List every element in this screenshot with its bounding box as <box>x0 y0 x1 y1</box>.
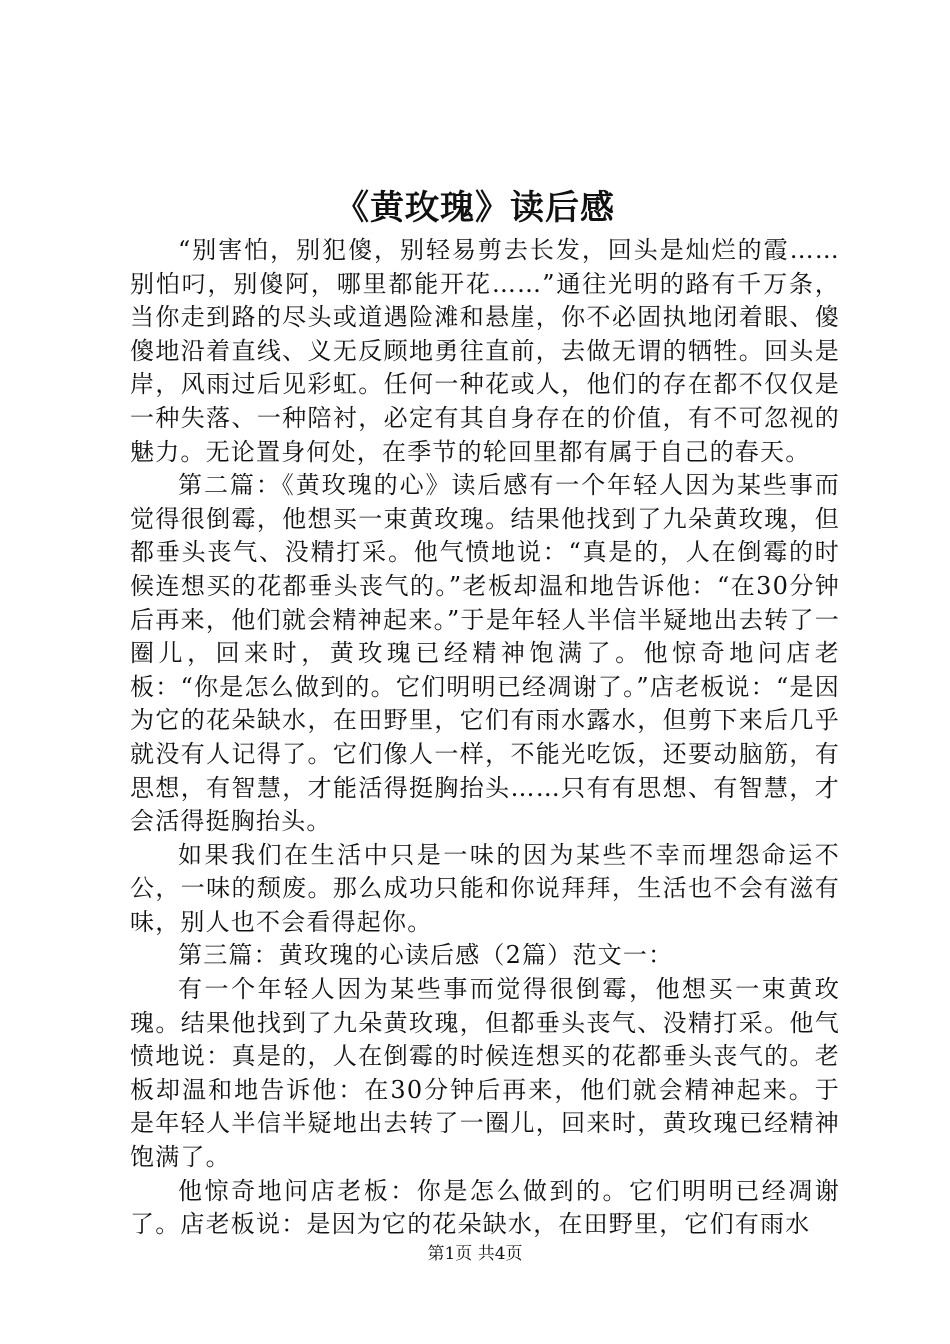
paragraph-5: 有一个年轻人因为某些事而觉得很倒霉，他想买一束黄玫瑰。结果他找到了九朵黄玫瑰，但都垂头丧气、没精打采。他气愤地说：真是的，人在倒霉的时候连想买的花都垂头丧气的。老板却温和地告诉他：在30分钟后再来，他们就会精神起来。于是年轻人半信半疑地出去转了一圈儿，回来时，黄玫瑰已经精神饱满了。 <box>130 975 840 1172</box>
paragraph-4-heading: 第三篇：黄玫瑰的心读后感（2篇）范文一： <box>178 941 674 970</box>
paragraph-2: 第二篇：《黄玫瑰的心》读后感有一个年轻人因为某些事而觉得很倒霉，他想买一束黄玫瑰。结果他找到了九朵黄玫瑰，但都垂头丧气、没精打采。他气愤地说：“真是的，人在倒霉的时候连想买的花都垂头丧气的。”老板却温和地告诉他：“在30分钟后再来，他们就会精神起来。”于是年轻人半信半疑地出去转了一圈儿，回来时，黄玫瑰已经精神饱满了。他惊奇地问店老板：“你是怎么做到的。它们明明已经凋谢了。”店老板说：“是因为它的花朵缺水，在田野里，它们有雨水露水，但剪下来后几乎就没有人记得了。它们像人一样，不能光吃饭，还要动脑筋，有思想，有智慧，才能活得挺胸抬头……只有有思想、有智慧，才会活得挺胸抬头。 <box>130 471 840 836</box>
paragraph-1: “别害怕，别犯傻，别轻易剪去长发，回头是灿烂的霞……别怕叼，别傻阿，哪里都能开花……”通往光明的路有千万条，当你走到路的尽头或道遇险滩和悬崖，你不必固执地闭着眼、傻傻地沿着直线、义无反顾地勇往直前，去做无谓的牺牲。回头是岸，风雨过后见彩虹。任何一种花或人，他们的存在都不仅仅是一种失落、一种陪衬，必定有其自身存在的价值，有不可忽视的魅力。无论置身何处，在季节的轮回里都有属于自己的春天。 <box>130 236 840 466</box>
document-title: 《黄玫瑰》读后感 <box>335 188 615 228</box>
document-body <box>130 234 840 1242</box>
page-footer: 第1页 共4页 <box>427 1244 523 1264</box>
paragraph-3: 如果我们在生活中只是一味的因为某些不幸而埋怨命运不公，一味的颓废。那么成功只能和你说拜拜，生活也不会有滋有味，别人也不会看得起你。 <box>130 840 840 936</box>
paragraph-6: 他惊奇地问店老板：你是怎么做到的。它们明明已经凋谢了。店老板说：是因为它的花朵缺水，在田野里，它们有雨水 <box>130 1176 840 1239</box>
